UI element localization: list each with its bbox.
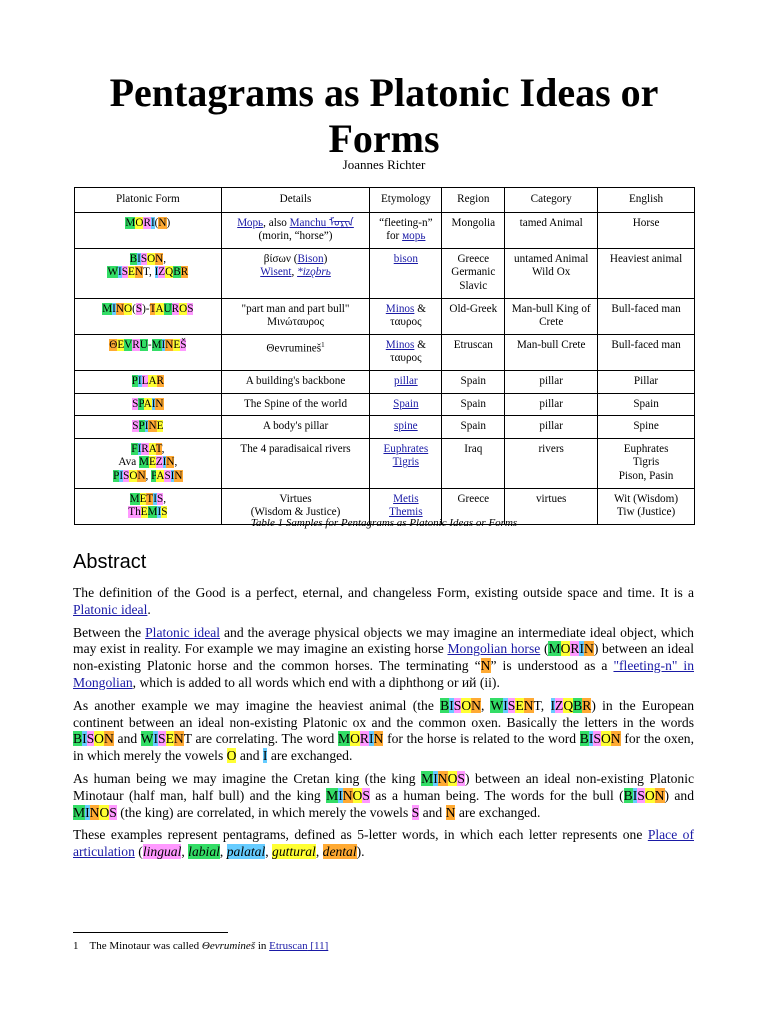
table-caption: Table 1 Samples for Pentagrams as Platonic Ideas or Forms [250,517,518,529]
column-header: Category [505,188,598,213]
category-cell: virtues [505,488,598,524]
category-cell: pillar [505,370,598,393]
table-row [75,393,695,416]
region-cell: Iraq [442,438,505,488]
link-place-of-articulation[interactable]: Place of articulation [73,827,694,860]
platonic-form-cell: SPINE [75,416,222,439]
column-header: English [598,188,695,213]
link-spain[interactable]: Spain [393,397,419,410]
category-cell: Man-bull King of Crete [505,298,598,334]
link-manchu[interactable]: Manchu [289,216,327,229]
paragraph: The definition of the Good is a perfect, eternal, and changeless Form, existing outside space and time. It is a Platonic ideal. [73,585,694,617]
footnote-ref[interactable]: 1 [321,340,325,349]
details-cell: The 4 paradisaical rivers [221,438,370,488]
etymology-cell [370,438,442,488]
abstract-body [73,585,694,867]
category-cell: pillar [505,393,598,416]
details-cell: Θevruminеš$^1$ [221,334,370,370]
details-cell: "part man and part bull" Μινώταυρος [221,298,370,334]
link-manchu-script[interactable]: ᠮᠣᠷᡳᠨ [326,216,354,229]
region-cell: Spain [442,393,505,416]
region-cell: Greece [442,488,505,524]
region-cell: Etruscan [442,334,505,370]
english-cell: Bull-faced man [598,334,695,370]
etymology-cell [370,370,442,393]
etymology-cell: Minos & ταυρος [370,298,442,334]
etymology-cell [370,393,442,416]
column-header: Region [442,188,505,213]
table-row [75,370,695,393]
link-mongolian-horse[interactable]: Mongolian horse [447,641,541,657]
footnote-number: 1 [73,940,79,952]
english-cell: Spain [598,393,695,416]
link-platonic-ideal[interactable]: Platonic ideal [145,624,221,640]
platonic-form-cell: ΘEVRU-MINEŠ [75,334,222,370]
table-header-row [75,188,695,213]
paragraph: As human being we may imagine the Cretan king (the king MINOS) between an ideal non-existing Platonic Minotaur (half man, half bull) and the king MINOS as a human being. The words for the bull (BISON) and MINOS (the king) are correlated, in which merely the vowels S and N are exchanged. [73,770,695,820]
table-row [75,416,695,439]
region-cell: Old-Greek [442,298,505,334]
english-cell: Euphrates Tigris Pison, Pasin [598,438,695,488]
link-izobr[interactable]: *izǫbrь [297,266,331,279]
english-cell: Wit (Wisdom) Tiw (Justice) [598,488,695,524]
english-cell: Pillar [598,370,695,393]
platonic-form-cell: BISON, WISENT, IZQBR [75,248,222,298]
platonic-form-cell: SPAIN [75,393,222,416]
english-cell: Bull-faced man [598,298,695,334]
footnote-rule [73,932,228,933]
table-row [75,248,695,298]
etymology-cell: Minos & ταυρος [370,334,442,370]
paragraph: Between the Platonic ideal and the average physical objects we may imagine an intermediate ideal object, which may exist in reality. For example we may imagine an existing horse Mongolian horse (MORIN) between an ideal non-existing Platonic horse and the common horses. The terminating “N” is understood as a "fleeting-n" in Mongolian, which is added to all words which end with a diphthong or ий (ii). [73,624,695,690]
link-pillar[interactable]: pillar [394,374,418,387]
link-bison[interactable]: Bison [297,252,324,265]
english-cell: Heaviest animal [598,248,695,298]
details-cell: Морь, also Manchu ᠮᠣᠷᡳᠨ (morin, “horse”) [221,212,370,248]
column-header: Details [221,188,370,213]
region-cell: Greece Germanic Slavic [442,248,505,298]
footnote: 1 The Minotaur was called Θevruminеš in Etruscan [11] [73,940,329,952]
etymology-cell [370,416,442,439]
link-etruscan[interactable]: Etruscan [269,940,308,952]
link-platonic-ideal[interactable]: Platonic ideal [73,601,148,617]
link-fleeting-n[interactable]: "fleeting-n" in Mongolian [73,658,695,690]
category-cell: rivers [505,438,598,488]
details-cell: A building's backbone [221,370,370,393]
table-row [75,334,695,370]
category-cell: tamed Animal [505,212,598,248]
etymology-cell: “fleeting-n” for морь [370,212,442,248]
platonic-form-cell: PILAR [75,370,222,393]
region-cell: Mongolia [442,212,505,248]
platonic-form-cell: MINO(S)-TAUROS [75,298,222,334]
region-cell: Spain [442,416,505,439]
category-cell: untamed Animal Wild Ox [505,248,598,298]
link-reference[interactable]: [11] [307,940,329,952]
link-minos[interactable]: Minos [385,338,415,351]
paragraph: As another example we may imagine the heaviest animal (the BISON, WISENT, IZQBR) in the European continent between an ideal non-existing Platonic ox and the common oxen. Basically the letters in the words BISON and WISENT are correlating. The word MORIN for the horse is related to the word BISON for the oxen, in which merely the vowels O and I are exchanged. [73,697,695,764]
column-header: Etymology [370,188,442,213]
details-cell: A body's pillar [221,416,370,439]
english-cell: Spine [598,416,695,439]
platonic-form-cell: MORI(N) [75,212,222,248]
details-cell: Virtues (Wisdom & Justice) [221,488,370,524]
link-minos[interactable]: Minos [385,302,415,315]
etymology-cell [370,248,442,298]
author-name: Joannes Richter [342,157,426,172]
link-spine[interactable]: spine [394,420,418,433]
table-row [75,212,695,248]
platonic-form-cell: METIS, ThEMIS [75,488,222,524]
table-row [75,298,695,334]
details-cell: βίσων (Bison) Wisent, *izǫbrь [221,248,370,298]
link-tigris[interactable]: Tigris [392,456,420,469]
paragraph: These examples represent pentagrams, defined as 5-letter words, in which each letter represents one Place of articulation (lingual, labial, palatal, guttural, dental). [73,827,694,860]
details-cell: The Spine of the world [221,393,370,416]
document-title: Pentagrams as Platonic Ideas or Forms [109,70,659,161]
link-bison-etym[interactable]: bison [393,252,418,265]
category-cell: Man-bull Crete [505,334,598,370]
platonic-forms-table [74,187,695,525]
table-row [75,438,695,488]
link-mori[interactable]: Морь [237,216,264,229]
english-cell: Horse [598,212,695,248]
link-euphrates[interactable]: Euphrates [383,442,429,455]
abstract-heading: Abstract [73,551,147,573]
link-wisent[interactable]: Wisent [260,266,292,279]
link-themis[interactable]: Themis [389,506,423,519]
link-mor[interactable]: морь [402,230,426,243]
platonic-form-cell: FIRAT, Ava MEZIN, PISON, PASIN [75,438,222,488]
region-cell: Spain [442,370,505,393]
link-metis[interactable]: Metis [393,492,419,505]
category-cell: pillar [505,416,598,439]
column-header: Platonic Form [75,188,222,213]
